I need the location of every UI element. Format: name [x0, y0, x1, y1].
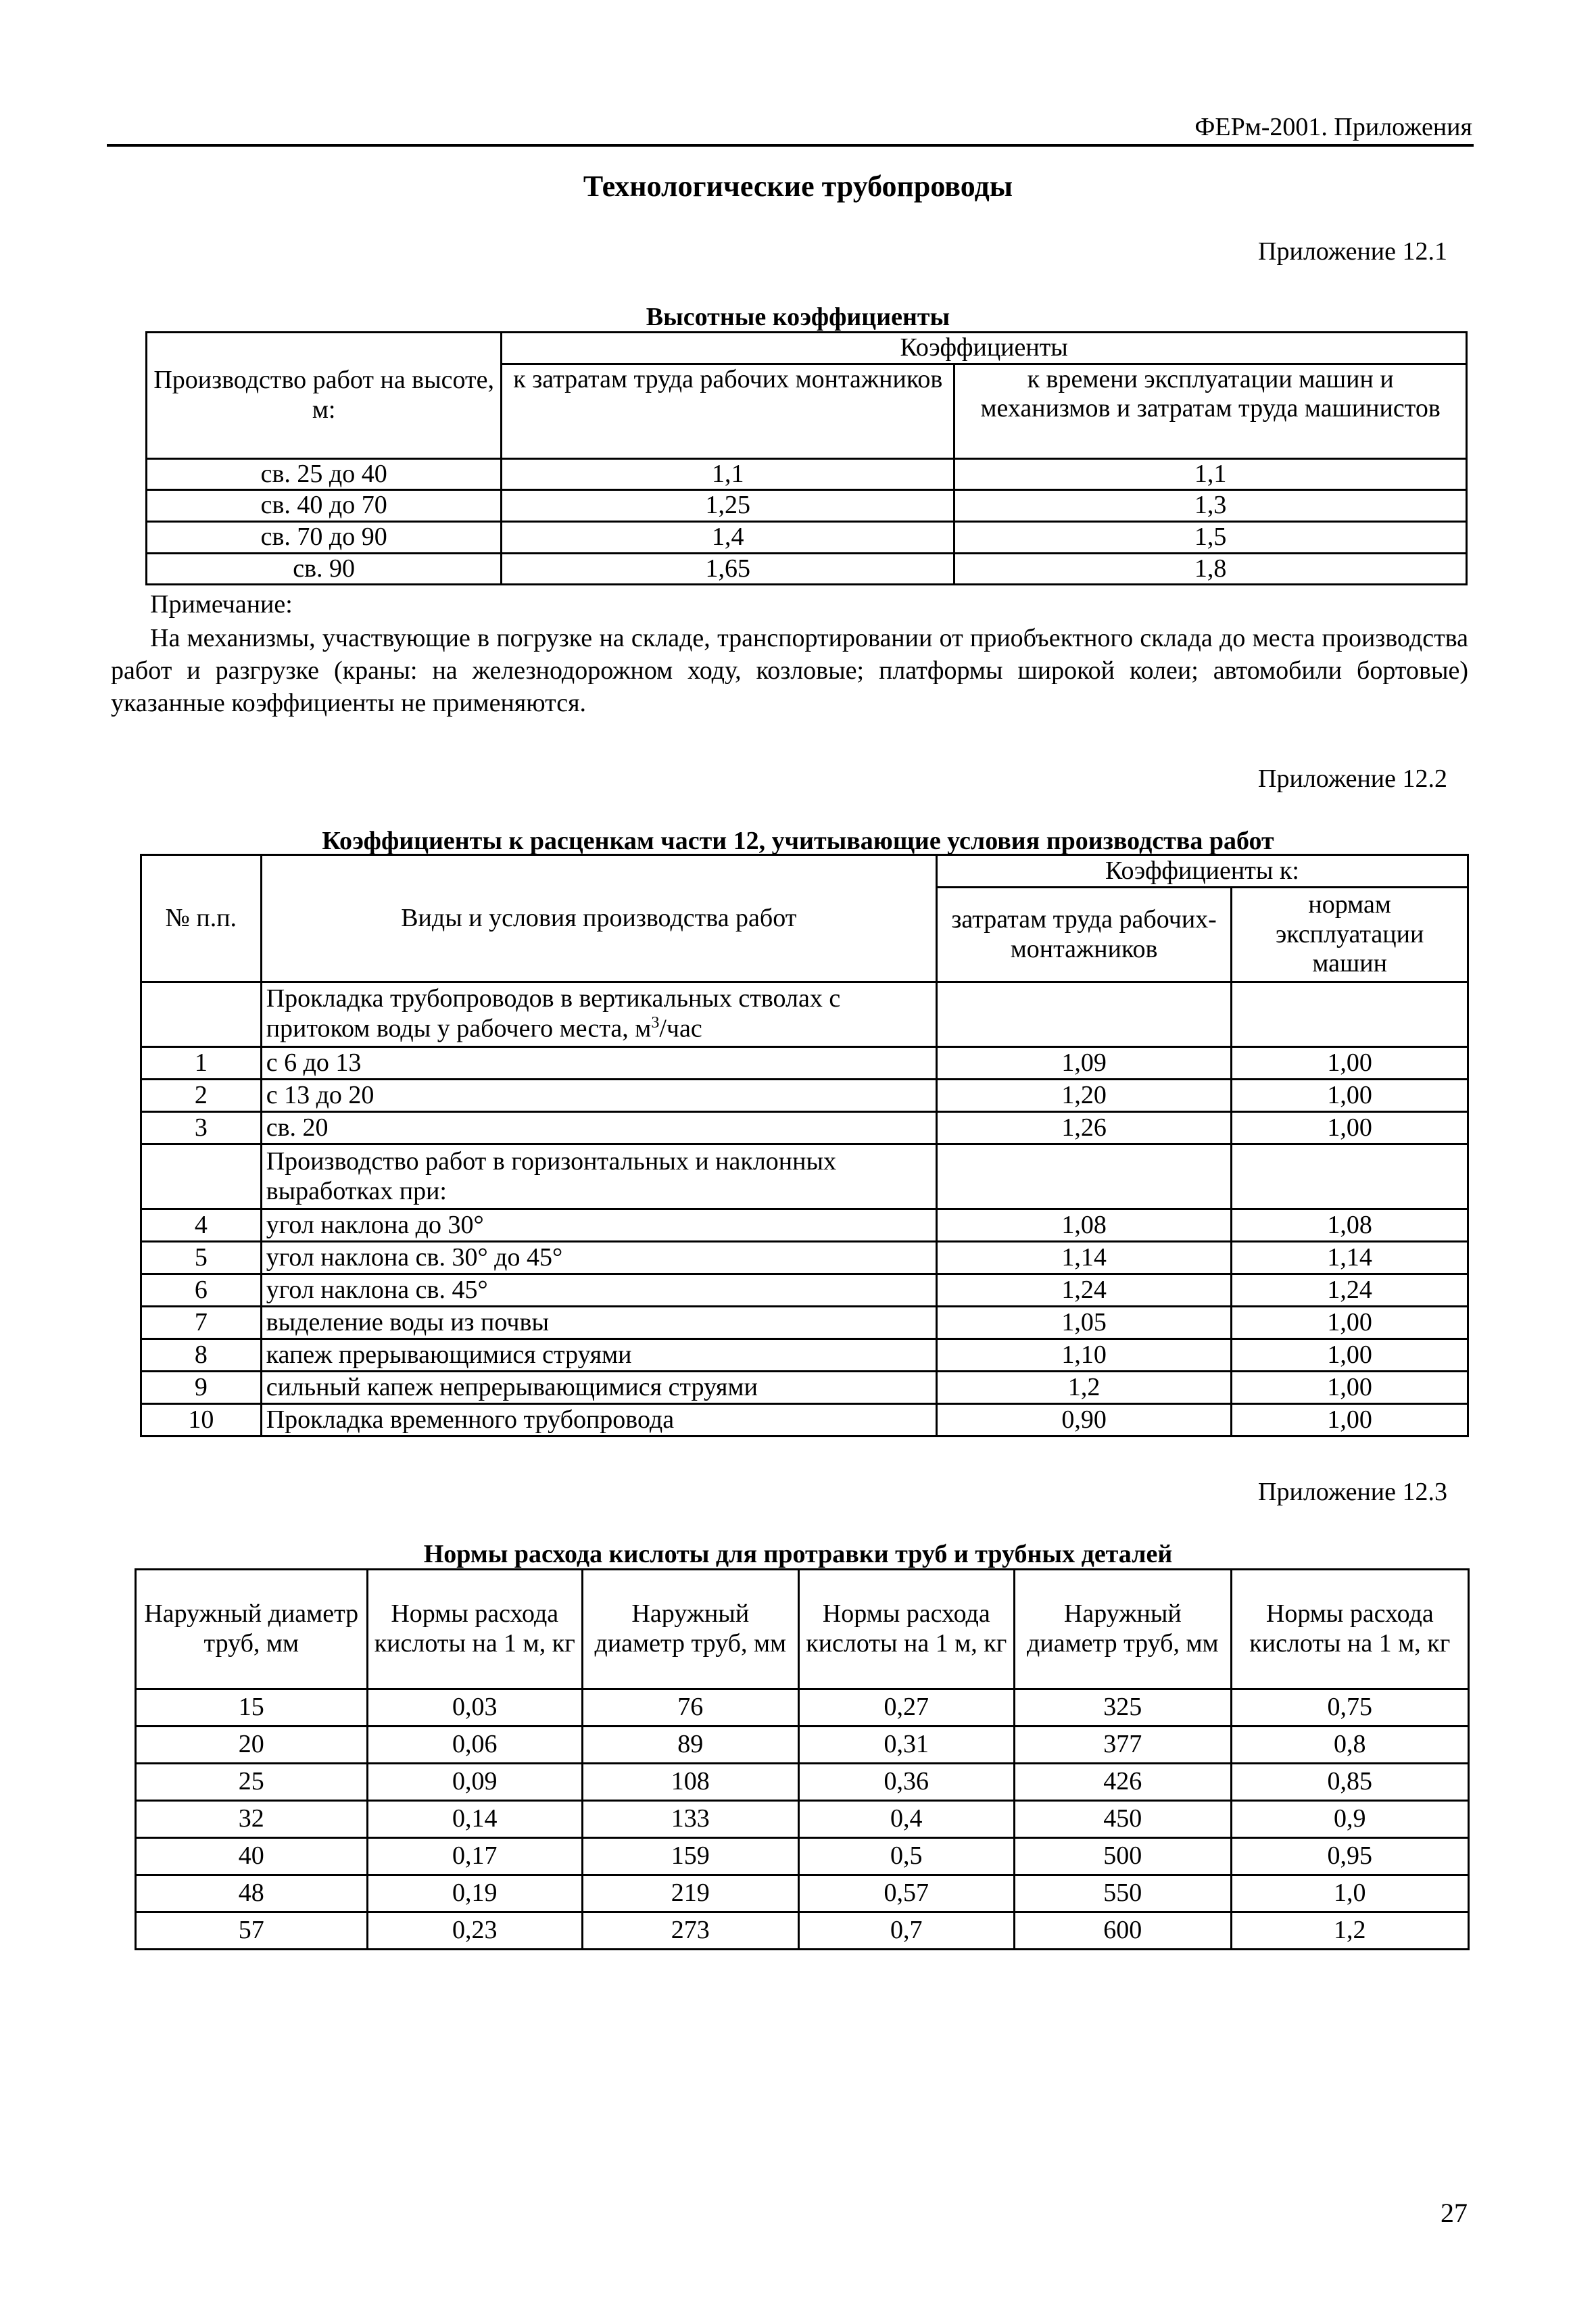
norm-cell: 0,23 [367, 1912, 582, 1950]
col-machines-header: нормам эксплуатации машин [1232, 888, 1468, 982]
machines-cell: 1,1 [954, 458, 1467, 490]
page-number: 27 [1441, 2198, 1468, 2228]
table-12-3 [135, 1568, 1470, 1950]
col-machines-header: к времени эксплуатации машин и механизмов и затратам труда машинистов [954, 364, 1467, 458]
diam-cell: 273 [582, 1912, 798, 1950]
diam-cell: 450 [1015, 1801, 1232, 1838]
machines-cell: 1,8 [954, 553, 1467, 585]
col-kind-header: Виды и условия производства работ [261, 855, 936, 982]
row-kind: выделение воды из почвы [261, 1307, 936, 1339]
table-12-3-title: Нормы расхода кислоты для протравки труб и трубных деталей [423, 1540, 1173, 1568]
row-machines: 1,14 [1232, 1242, 1468, 1274]
header-rule [107, 144, 1474, 147]
row-labor: 1,14 [936, 1242, 1231, 1274]
machines-cell: 1,3 [954, 490, 1467, 522]
page-title: Технологические трубопроводы [583, 170, 1013, 203]
empty-cell [1232, 1144, 1468, 1209]
diam-cell: 108 [582, 1764, 798, 1801]
labor-cell: 1,25 [502, 490, 954, 522]
row-labor: 1,09 [936, 1047, 1231, 1080]
norm-cell: 0,75 [1231, 1689, 1468, 1727]
table-12-2 [140, 854, 1469, 1437]
table-12-2-title: Коэффициенты к расценкам части 12, учитывающие условия производства работ [322, 827, 1274, 855]
height-cell: св. 90 [147, 553, 502, 585]
norm-cell: 0,09 [367, 1764, 582, 1801]
row-kind: угол наклона св. 30° до 45° [261, 1242, 936, 1274]
empty-cell [1232, 982, 1468, 1047]
note-label: Примечание: [150, 590, 293, 619]
col-labor-header: к затратам труда рабочих монтажников [502, 364, 954, 458]
row-machines: 1,00 [1232, 1372, 1468, 1404]
labor-cell: 1,4 [502, 522, 954, 554]
row-labor: 1,20 [936, 1080, 1231, 1112]
row-num: 6 [141, 1274, 262, 1307]
appendix-12-3-label: Приложение 12.3 [1258, 1478, 1447, 1506]
diam-cell: 76 [582, 1689, 798, 1727]
height-cell: св. 25 до 40 [147, 458, 502, 490]
empty-cell [936, 1144, 1231, 1209]
col-norm-header: Нормы расхода кислоты на 1 м, кг [367, 1570, 582, 1689]
diam-cell: 500 [1015, 1838, 1232, 1875]
diam-cell: 32 [136, 1801, 368, 1838]
empty-cell [141, 982, 262, 1047]
norm-cell: 0,31 [798, 1727, 1014, 1764]
norm-cell: 0,5 [798, 1838, 1014, 1875]
col-labor-header: затратам труда рабочих-монтажников [936, 888, 1231, 982]
diam-cell: 40 [136, 1838, 368, 1875]
norm-cell: 0,27 [798, 1689, 1014, 1727]
row-labor: 1,08 [936, 1209, 1231, 1242]
row-labor: 1,24 [936, 1274, 1231, 1307]
table-12-1 [145, 331, 1468, 585]
row-kind: угол наклона до 30° [261, 1209, 936, 1242]
diam-cell: 325 [1015, 1689, 1232, 1727]
row-kind: угол наклона св. 45° [261, 1274, 936, 1307]
diam-cell: 15 [136, 1689, 368, 1727]
appendix-12-2-label: Приложение 12.2 [1258, 765, 1447, 793]
diam-cell: 89 [582, 1727, 798, 1764]
running-title: ФЕРм-2001. Приложения [1194, 113, 1472, 141]
diam-cell: 600 [1015, 1912, 1232, 1950]
table-12-1-title: Высотные коэффициенты [646, 303, 950, 331]
row-num: 10 [141, 1404, 262, 1437]
row-num: 3 [141, 1112, 262, 1144]
norm-cell: 0,7 [798, 1912, 1014, 1950]
row-kind: св. 20 [261, 1112, 936, 1144]
col-diam-header: Наружный диаметр труб, мм [582, 1570, 798, 1689]
row-kind: Прокладка временного трубопровода [261, 1404, 936, 1437]
empty-cell [141, 1144, 262, 1209]
row-machines: 1,00 [1232, 1307, 1468, 1339]
norm-cell: 0,03 [367, 1689, 582, 1727]
row-labor: 1,05 [936, 1307, 1231, 1339]
row-kind: сильный капеж непрерывающимися струями [261, 1372, 936, 1404]
col-norm-header: Нормы расхода кислоты на 1 м, кг [798, 1570, 1014, 1689]
norm-cell: 0,85 [1231, 1764, 1468, 1801]
norm-cell: 0,14 [367, 1801, 582, 1838]
row-machines: 1,00 [1232, 1404, 1468, 1437]
norm-cell: 1,0 [1231, 1875, 1468, 1912]
diam-cell: 377 [1015, 1727, 1232, 1764]
norm-cell: 0,8 [1231, 1727, 1468, 1764]
diam-cell: 48 [136, 1875, 368, 1912]
col-norm-header: Нормы расхода кислоты на 1 м, кг [1231, 1570, 1468, 1689]
row-kind: капеж прерывающимися струями [261, 1339, 936, 1372]
col-diam-header: Наружный диаметр труб, мм [1015, 1570, 1232, 1689]
row-kind: с 13 до 20 [261, 1080, 936, 1112]
norm-cell: 0,95 [1231, 1838, 1468, 1875]
row-labor: 1,26 [936, 1112, 1231, 1144]
labor-cell: 1,1 [502, 458, 954, 490]
norm-cell: 0,19 [367, 1875, 582, 1912]
diam-cell: 219 [582, 1875, 798, 1912]
empty-cell [936, 982, 1231, 1047]
norm-cell: 0,36 [798, 1764, 1014, 1801]
diam-cell: 133 [582, 1801, 798, 1838]
row-num: 7 [141, 1307, 262, 1339]
row-num: 9 [141, 1372, 262, 1404]
diam-cell: 57 [136, 1912, 368, 1950]
row-num: 1 [141, 1047, 262, 1080]
row-machines: 1,08 [1232, 1209, 1468, 1242]
norm-cell: 0,4 [798, 1801, 1014, 1838]
col-num-header: № п.п. [141, 855, 262, 982]
row-num: 8 [141, 1339, 262, 1372]
row-labor: 1,2 [936, 1372, 1231, 1404]
machines-cell: 1,5 [954, 522, 1467, 554]
row-labor: 1,10 [936, 1339, 1231, 1372]
row-num: 2 [141, 1080, 262, 1112]
row-machines: 1,00 [1232, 1339, 1468, 1372]
row-num: 4 [141, 1209, 262, 1242]
appendix-12-1-label: Приложение 12.1 [1258, 237, 1447, 266]
labor-cell: 1,65 [502, 553, 954, 585]
norm-cell: 0,06 [367, 1727, 582, 1764]
diam-cell: 20 [136, 1727, 368, 1764]
diam-cell: 25 [136, 1764, 368, 1801]
row-machines: 1,24 [1232, 1274, 1468, 1307]
col-group-header: Коэффициенты [502, 333, 1467, 364]
row-labor: 0,90 [936, 1404, 1231, 1437]
norm-cell: 1,2 [1231, 1912, 1468, 1950]
norm-cell: 0,57 [798, 1875, 1014, 1912]
diam-cell: 426 [1015, 1764, 1232, 1801]
row-kind: с 6 до 13 [261, 1047, 936, 1080]
norm-cell: 0,17 [367, 1838, 582, 1875]
row-num: 5 [141, 1242, 262, 1274]
diam-cell: 550 [1015, 1875, 1232, 1912]
norm-cell: 0,9 [1231, 1801, 1468, 1838]
section-title: Производство работ в горизонтальных и наклонных выработках при: [261, 1144, 936, 1209]
col-diam-header: Наружный диаметр труб, мм [136, 1570, 368, 1689]
height-cell: св. 70 до 90 [147, 522, 502, 554]
row-machines: 1,00 [1232, 1112, 1468, 1144]
note-text: На механизмы, участвующие в погрузке на складе, транспортировании от приобъектного склада до места производства работ и разгрузке (краны: на железнодорожном ходу, козловые; платформы широкой колеи; автомобили бортовые) указанные коэффициенты не применяются. [111, 624, 1468, 717]
row-machines: 1,00 [1232, 1080, 1468, 1112]
diam-cell: 159 [582, 1838, 798, 1875]
height-cell: св. 40 до 70 [147, 490, 502, 522]
col-height-header: Производство работ на высоте, м: [147, 333, 502, 459]
row-machines: 1,00 [1232, 1047, 1468, 1080]
section-title: Прокладка трубопроводов в вертикальных стволах с притоком воды у рабочего места, $м^3$/час [261, 982, 936, 1047]
col-group-header: Коэффициенты к: [936, 855, 1468, 888]
